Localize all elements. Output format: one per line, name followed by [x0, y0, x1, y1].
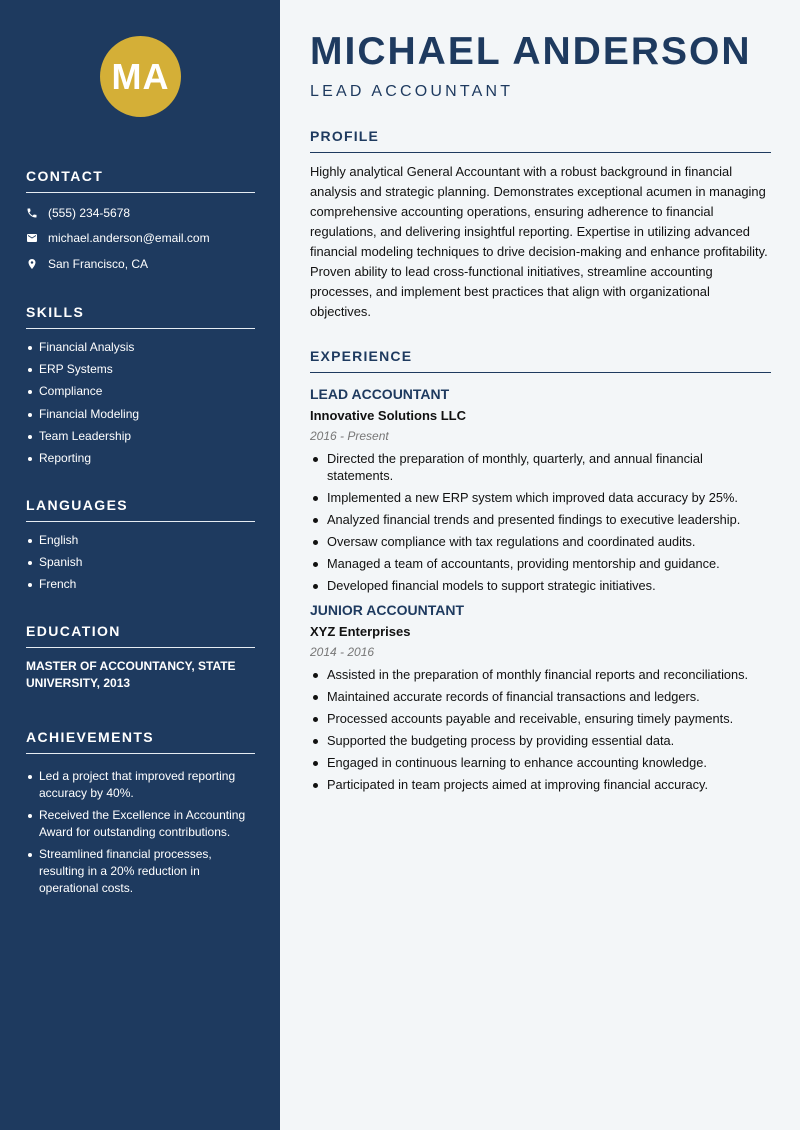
achievement-item: Received the Excellence in Accounting Award for outstanding contributions.	[26, 807, 255, 841]
skill-item: Compliance	[26, 383, 255, 405]
language-item: English	[26, 532, 255, 554]
skill-item: Financial Modeling	[26, 406, 255, 428]
job-bullet: Engaged in continuous learning to enhance accounting knowledge.	[310, 754, 771, 771]
location-text: San Francisco, CA	[48, 256, 149, 271]
job-dates: 2014 - 2016	[310, 645, 375, 659]
contact-location	[26, 251, 255, 277]
email-text: michael.anderson@email.com	[48, 231, 210, 246]
job-bullet: Oversaw compliance with tax regulations and coordinated audits.	[310, 533, 771, 550]
contact-heading: CONTACT	[26, 168, 255, 193]
skill-item: Team Leadership	[26, 428, 255, 450]
job-bullet: Supported the budgeting process by providing essential data.	[310, 732, 771, 749]
experience-heading: EXPERIENCE	[310, 348, 771, 373]
achievements-heading: ACHIEVEMENTS	[26, 729, 255, 754]
avatar: MA	[100, 36, 181, 117]
skills-section	[26, 304, 255, 472]
job-bullet: Maintained accurate records of financial transactions and ledgers.	[310, 688, 771, 705]
contact-email	[26, 226, 255, 252]
profile-text: Highly analytical General Accountant with a robust background in financial analysis and strategic planning. Demonstrates exceptional acumen in managing comprehensive accounting operations, ensuring adherence to financial regulations, and delivering insightful reporting. Expertise in utilizing advanced financial modeling techniques to drive decision-making and enhance profitability. Proven ability to lead cross-functional initiatives, streamline accounting processes, and implement best practices that align with organizational objectives.	[310, 164, 768, 319]
profile-section	[310, 128, 771, 322]
achievement-item: Streamlined financial processes, resulting in a 20% reduction in operational costs.	[26, 846, 255, 897]
language-item: Spanish	[26, 554, 255, 576]
candidate-title: LEAD ACCOUNTANT	[310, 83, 514, 100]
languages-section	[26, 497, 255, 599]
skills-heading: SKILLS	[26, 304, 255, 329]
job-bullet: Directed the preparation of monthly, quarterly, and annual financial statements.	[310, 450, 771, 484]
phone-text: (555) 234-5678	[48, 205, 131, 220]
email-icon	[26, 232, 48, 244]
education-degree: MASTER OF ACCOUNTANCY, STATE UNIVERSITY, 2013	[26, 659, 236, 690]
phone-icon	[26, 207, 48, 219]
job-title: LEAD ACCOUNTANT	[310, 386, 450, 402]
skill-item: ERP Systems	[26, 361, 255, 383]
job-company: XYZ Enterprises	[310, 624, 411, 639]
main-content	[280, 0, 800, 1130]
profile-heading: PROFILE	[310, 128, 771, 153]
languages-heading: LANGUAGES	[26, 497, 255, 522]
job-title: JUNIOR ACCOUNTANT	[310, 602, 464, 618]
location-icon	[26, 258, 48, 270]
contact-phone	[26, 200, 255, 226]
achievements-section	[26, 729, 255, 902]
achievement-item: Led a project that improved reporting accuracy by 40%.	[26, 768, 255, 802]
skill-item: Reporting	[26, 450, 255, 472]
skill-item: Financial Analysis	[26, 339, 255, 361]
candidate-name: MICHAEL ANDERSON	[310, 30, 752, 73]
contact-section	[26, 168, 255, 277]
education-heading: EDUCATION	[26, 623, 255, 648]
experience-section	[310, 348, 771, 798]
job-entry	[310, 602, 771, 793]
job-bullet: Analyzed financial trends and presented findings to executive leadership.	[310, 511, 771, 528]
education-section	[26, 623, 255, 692]
sidebar	[0, 0, 280, 1130]
language-item: French	[26, 576, 255, 598]
job-dates: 2016 - Present	[310, 429, 389, 443]
job-bullet: Implemented a new ERP system which improved data accuracy by 25%.	[310, 489, 771, 506]
job-bullet: Developed financial models to support strategic initiatives.	[310, 577, 771, 594]
job-company: Innovative Solutions LLC	[310, 408, 467, 423]
job-bullet: Participated in team projects aimed at improving financial accuracy.	[310, 776, 771, 793]
job-bullet: Processed accounts payable and receivable, ensuring timely payments.	[310, 710, 771, 727]
job-bullet: Managed a team of accountants, providing mentorship and guidance.	[310, 555, 771, 572]
job-entry	[310, 386, 771, 594]
job-bullet: Assisted in the preparation of monthly financial reports and reconciliations.	[310, 666, 771, 683]
